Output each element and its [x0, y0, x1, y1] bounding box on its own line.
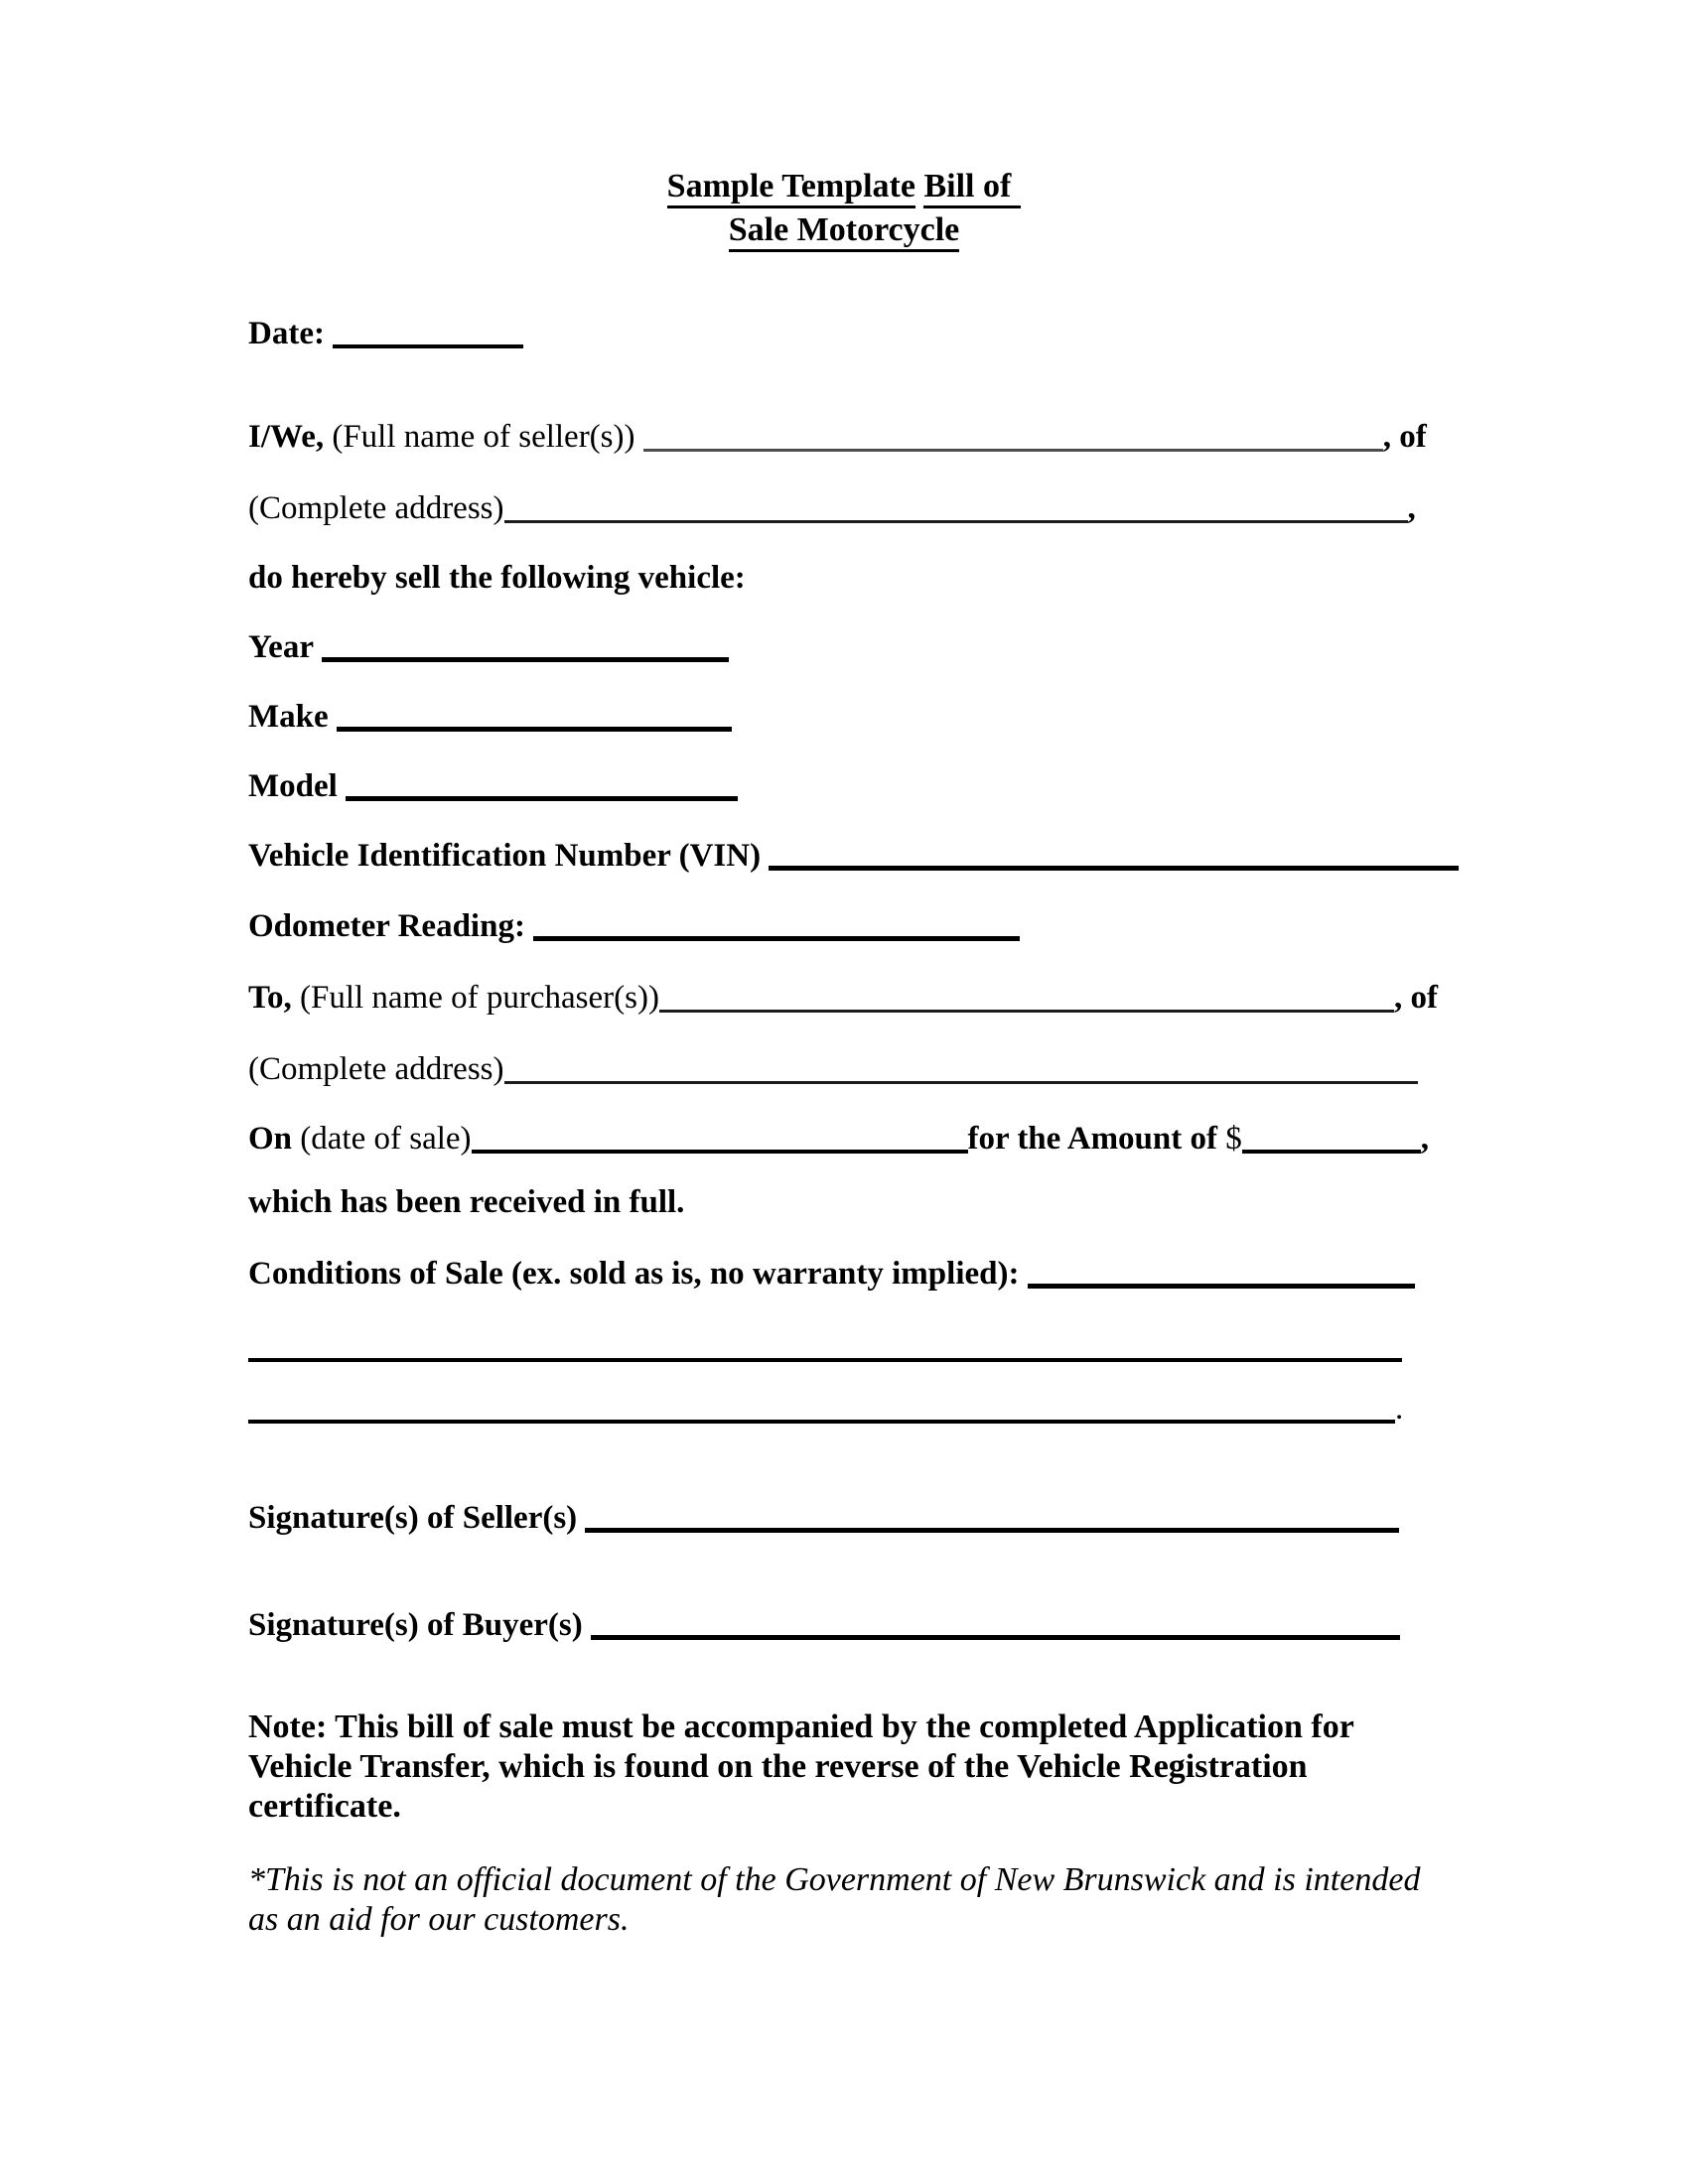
- make-label: Make: [248, 699, 329, 735]
- year-label: Year: [248, 629, 314, 665]
- conditions-line2-row: [248, 1328, 1402, 1366]
- title-bill-of: Bill of: [923, 168, 1021, 208]
- odometer-row: [248, 907, 1020, 945]
- conditions-period: .: [1395, 1391, 1404, 1427]
- conditions-blank[interactable]: [1028, 1284, 1415, 1289]
- buyer-of-suffix: , of: [1393, 980, 1438, 1016]
- odometer-label: Odometer Reading:: [248, 908, 525, 944]
- odometer-blank[interactable]: [533, 936, 1020, 941]
- model-label: Model: [248, 768, 338, 804]
- conditions-line3-row: [248, 1390, 1403, 1428]
- hereby-label: do hereby sell the following vehicle:: [248, 560, 746, 596]
- buyer-address-blank[interactable]: [504, 1081, 1418, 1084]
- buyer-name-hint: (Full name of purchaser(s)): [299, 980, 659, 1016]
- seller-address-row: [248, 489, 1416, 527]
- model-row: [248, 767, 738, 805]
- buyer-signature-label: Signature(s) of Buyer(s): [248, 1607, 583, 1643]
- amount-label: for the Amount of: [967, 1121, 1217, 1157]
- conditions-label: Conditions of Sale (ex. sold as is, no warranty implied):: [248, 1256, 1020, 1292]
- title-sample-template: Sample Template: [667, 168, 915, 208]
- hereby-row: [248, 559, 746, 597]
- sale-date-blank[interactable]: [472, 1150, 968, 1154]
- make-blank[interactable]: [337, 727, 732, 732]
- buyer-signature-blank[interactable]: [591, 1635, 1400, 1640]
- seller-of-suffix: , of: [1382, 419, 1427, 455]
- currency-symbol: $: [1225, 1121, 1242, 1157]
- buyer-signature-row: [248, 1606, 1400, 1644]
- conditions-row: [248, 1255, 1415, 1293]
- seller-intro-label: I/We,: [248, 419, 325, 455]
- buyer-intro-label: To,: [248, 980, 292, 1016]
- seller-signature-row: [248, 1499, 1399, 1537]
- date-blank[interactable]: [333, 344, 523, 348]
- seller-name-blank[interactable]: [643, 449, 1383, 452]
- date-label: Date:: [248, 316, 325, 351]
- make-row: [248, 698, 732, 736]
- vin-row: [248, 837, 1459, 875]
- conditions-extra-blank-2[interactable]: [248, 1420, 1395, 1424]
- buyer-address-hint: (Complete address): [248, 1051, 504, 1087]
- seller-address-hint: (Complete address): [248, 490, 504, 526]
- year-row: [248, 628, 729, 666]
- disclaimer-paragraph: *This is not an official document of the Government of New Brunswick and is intended as an aid for our customers.: [248, 1861, 1421, 1938]
- year-blank[interactable]: [322, 657, 729, 662]
- seller-name-row: [248, 418, 1427, 456]
- vin-blank[interactable]: [769, 866, 1459, 871]
- vin-label: Vehicle Identification Number (VIN): [248, 838, 762, 874]
- page-title: [0, 165, 1688, 252]
- amount-comma: ,: [1420, 1121, 1429, 1157]
- model-blank[interactable]: [346, 796, 738, 801]
- seller-signature-blank[interactable]: [585, 1528, 1399, 1533]
- received-label: which has been received in full.: [248, 1184, 685, 1220]
- sale-on-label: On: [248, 1121, 293, 1157]
- date-row: [248, 315, 523, 352]
- note-paragraph: Note: This bill of sale must be accompanied by the completed Application for Vehicle Transfer, which is found on the reverse of the Vehicle Registration certificate.: [248, 1708, 1354, 1825]
- seller-name-hint: (Full name of seller(s)): [332, 419, 635, 455]
- sale-row: [248, 1120, 1429, 1158]
- buyer-name-blank[interactable]: [659, 1010, 1394, 1013]
- conditions-extra-blank-1[interactable]: [248, 1358, 1402, 1362]
- buyer-name-row: [248, 979, 1438, 1017]
- amount-blank[interactable]: [1242, 1150, 1421, 1154]
- buyer-address-row: [248, 1050, 1418, 1088]
- sale-date-hint: (date of sale): [300, 1121, 472, 1157]
- seller-signature-label: Signature(s) of Seller(s): [248, 1500, 578, 1536]
- page-title-line2: [0, 208, 1688, 252]
- seller-address-comma: ,: [1407, 490, 1416, 526]
- page-title-line1: [0, 165, 1688, 208]
- received-row: [248, 1183, 684, 1221]
- title-sale-motorcycle: Sale Motorcycle: [729, 211, 960, 252]
- seller-address-blank[interactable]: [504, 520, 1408, 523]
